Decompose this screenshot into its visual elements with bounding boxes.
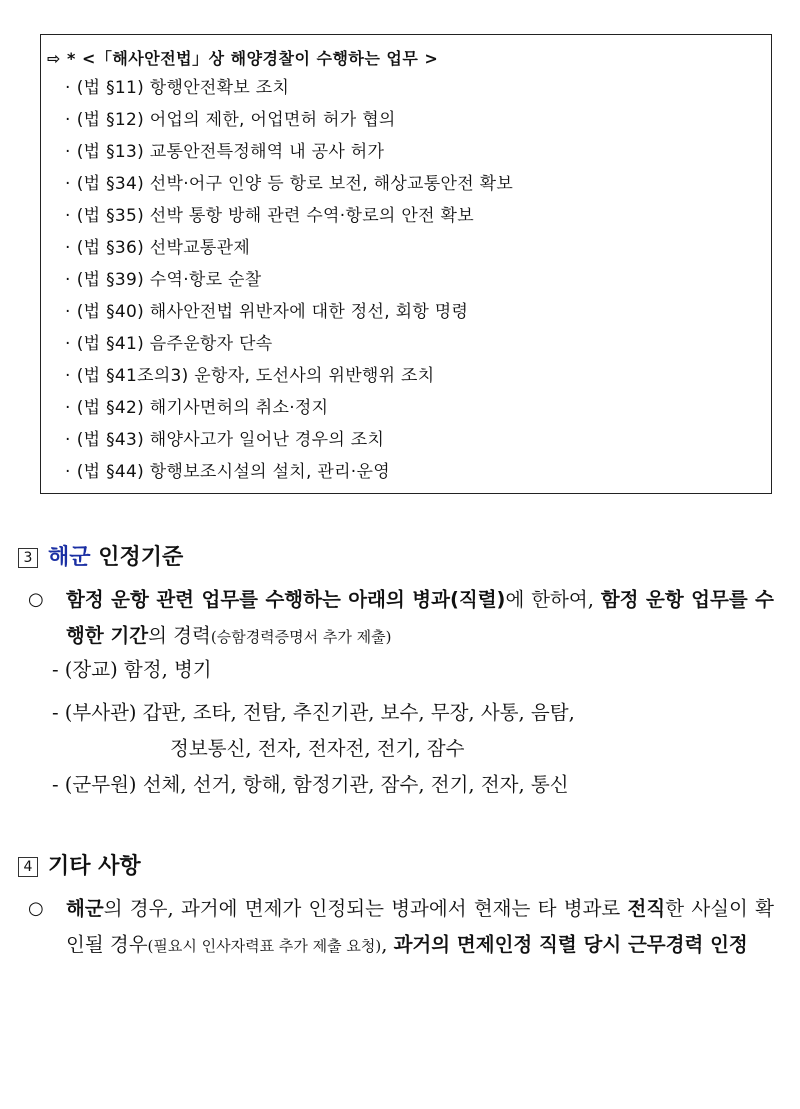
bullet: · bbox=[65, 78, 71, 98]
sub-item-officer bbox=[52, 652, 212, 688]
list-item bbox=[65, 139, 513, 171]
note-text: (필요시 인사자력표 추가 제출 요청) bbox=[147, 937, 382, 955]
bullet: · bbox=[65, 238, 71, 258]
section-title-text: 기타 사항 bbox=[48, 854, 141, 879]
law-item-text: (법 §11) 항행안전확보 조치 bbox=[76, 78, 290, 98]
plain-text: , bbox=[381, 933, 394, 956]
bold-text: 함정 운항 관련 업무를 수행하는 아래의 병과(직렬) bbox=[66, 588, 506, 611]
section-title-text: 인정기준 bbox=[98, 545, 184, 570]
sub-item-label: - (군무원) bbox=[52, 773, 137, 796]
list-item bbox=[65, 395, 513, 427]
bullet: · bbox=[65, 334, 71, 354]
law-item-text: (법 §39) 수역·항로 순찰 bbox=[76, 270, 262, 290]
plain-text: 의 경우, 과거에 면제가 인정되는 병과에서 현재는 타 병과로 bbox=[103, 897, 628, 920]
list-item bbox=[65, 299, 513, 331]
bullet: · bbox=[65, 366, 71, 386]
list-item bbox=[65, 171, 513, 203]
law-item-text: (법 §13) 교통안전특정해역 내 공사 허가 bbox=[76, 142, 385, 162]
circle-bullet: ○ bbox=[28, 898, 44, 919]
list-item bbox=[65, 203, 513, 235]
law-item-list bbox=[65, 75, 513, 491]
section-4-title bbox=[18, 849, 141, 880]
law-item-text: (법 §35) 선박 통항 방해 관련 수역·항로의 안전 확보 bbox=[76, 206, 474, 226]
section-number: 4 bbox=[18, 857, 38, 877]
list-item bbox=[65, 75, 513, 107]
sub-item-text: 선체, 선거, 항해, 함정기관, 잠수, 전기, 전자, 통신 bbox=[142, 773, 569, 796]
law-item-text: (법 §36) 선박교통관제 bbox=[76, 238, 251, 258]
sub-item-text-continued: 정보통신, 전자, 전자전, 전기, 잠수 bbox=[170, 737, 465, 760]
plain-text: 에 한하여, bbox=[505, 588, 601, 611]
sub-item-text: 함정, 병기 bbox=[123, 658, 212, 681]
list-item bbox=[65, 459, 513, 491]
bold-text: 해군 bbox=[66, 897, 104, 920]
list-item bbox=[65, 235, 513, 267]
paragraph-text bbox=[66, 891, 774, 964]
bullet: · bbox=[65, 270, 71, 290]
section-number: 3 bbox=[18, 548, 38, 568]
plain-text: 한 사실이 확인될 경우 bbox=[66, 897, 774, 956]
section-title-accent: 해군 bbox=[48, 545, 91, 570]
list-item bbox=[65, 363, 513, 395]
list-item bbox=[65, 331, 513, 363]
law-item-text: (법 §44) 항행보조시설의 설치, 관리·운영 bbox=[76, 462, 390, 482]
paragraph-text bbox=[66, 582, 774, 655]
law-item-text: (법 §41조의3) 운항자, 도선사의 위반행위 조치 bbox=[76, 366, 435, 386]
bullet: · bbox=[65, 206, 71, 226]
box-header bbox=[47, 46, 438, 69]
bullet: · bbox=[65, 462, 71, 482]
bold-text: 과거의 면제인정 직렬 당시 근무경력 인정 bbox=[393, 933, 748, 956]
bullet: · bbox=[65, 110, 71, 130]
sub-item-label: - (장교) bbox=[52, 658, 118, 681]
star-mark: * bbox=[66, 49, 76, 68]
law-item-text: (법 §41) 음주운항자 단속 bbox=[76, 334, 273, 354]
bullet: · bbox=[65, 430, 71, 450]
list-item bbox=[65, 107, 513, 139]
sub-item-civilian bbox=[52, 767, 569, 803]
law-item-text: (법 §12) 어업의 제한, 어업면허 허가 협의 bbox=[76, 110, 396, 130]
bold-text: 함정 운항 업무를 수행한 기간 bbox=[66, 588, 774, 647]
list-item bbox=[65, 427, 513, 459]
bullet: · bbox=[65, 142, 71, 162]
sub-item-text: 갑판, 조타, 전탐, 추진기관, 보수, 무장, 사통, 음탐, bbox=[142, 701, 575, 724]
note-text: (승함경력증명서 추가 제출) bbox=[210, 628, 392, 646]
plain-text: 의 경력 bbox=[148, 624, 211, 647]
bold-text: 전직 bbox=[627, 897, 666, 920]
section-3-title bbox=[18, 540, 183, 571]
law-item-text: (법 §34) 선박·어구 인양 등 항로 보전, 해상교통안전 확보 bbox=[76, 174, 514, 194]
law-item-text: (법 §40) 해사안전법 위반자에 대한 정선, 회항 명령 bbox=[76, 302, 469, 322]
bullet: · bbox=[65, 302, 71, 322]
circle-bullet: ○ bbox=[28, 589, 44, 610]
law-item-text: (법 §43) 해양사고가 일어난 경우의 조치 bbox=[76, 430, 385, 450]
sub-item-label: - (부사관) bbox=[52, 701, 137, 724]
list-item bbox=[65, 267, 513, 299]
bullet: · bbox=[65, 174, 71, 194]
arrow-icon: ⇨ bbox=[47, 49, 61, 68]
sub-item-nco bbox=[52, 695, 575, 767]
law-duties-box bbox=[40, 34, 772, 494]
box-header-title: <「해사안전법」상 해양경찰이 수행하는 업무 > bbox=[81, 49, 439, 68]
bullet: · bbox=[65, 398, 71, 418]
law-item-text: (법 §42) 해기사면허의 취소·정지 bbox=[76, 398, 329, 418]
